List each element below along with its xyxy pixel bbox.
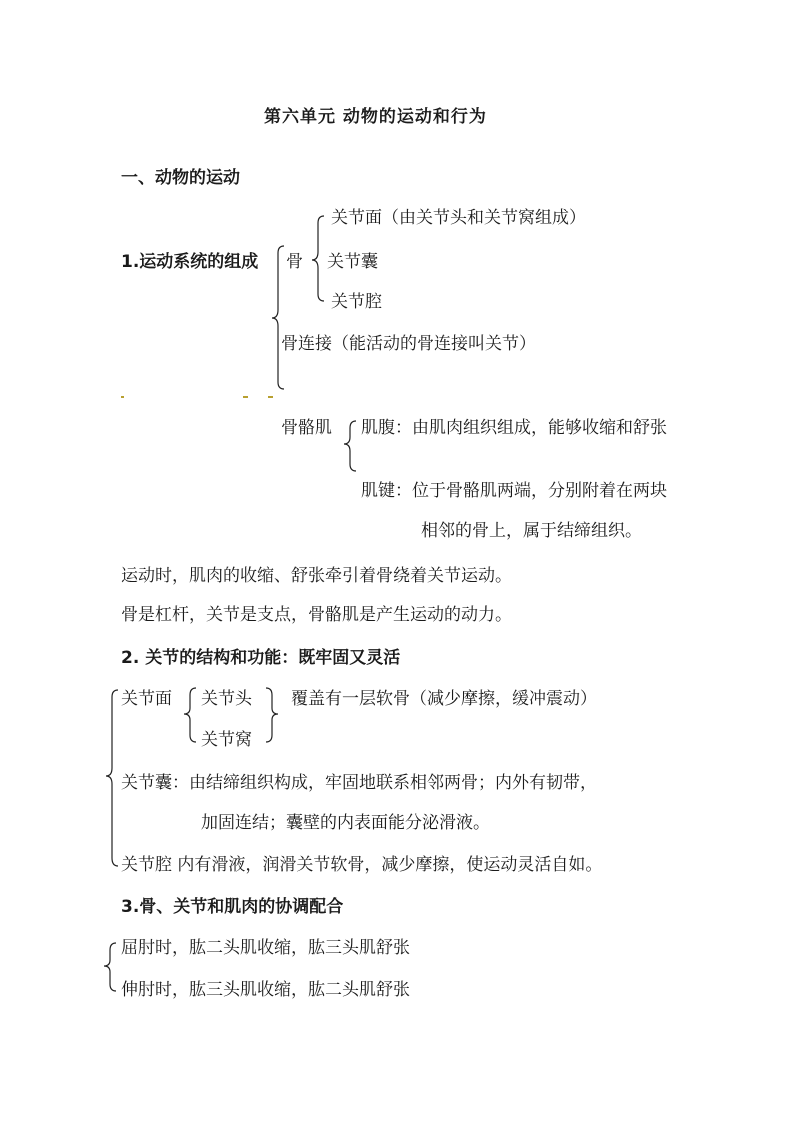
joint-surface-item: 关节面（由关节头和关节窝组成） bbox=[331, 208, 586, 228]
brace-system bbox=[272, 246, 284, 389]
bone-connection-label: 骨连接（能活动的骨连接叫关节） bbox=[281, 334, 536, 354]
tendon-text-2: 相邻的骨上，属于结缔组织。 bbox=[421, 521, 642, 541]
joint-cavity-text: 关节腔 内有滑液，润滑关节软骨，减少摩擦，使运动灵活自如。 bbox=[121, 855, 603, 875]
joint-capsule-text-1: 关节囊：由结缔组织构成，牢固地联系相邻两骨；内外有韧带， bbox=[121, 773, 597, 793]
brace-coordination bbox=[104, 943, 116, 991]
joint-capsule-text-2: 加固连结；囊壁的内表面能分泌滑液。 bbox=[201, 813, 490, 833]
joint-cavity-item: 关节腔 bbox=[331, 292, 382, 312]
skeletal-muscle-label: 骨骼肌 bbox=[281, 418, 332, 438]
brace-joint-surface bbox=[184, 688, 196, 742]
bone-label: 骨 bbox=[286, 252, 303, 272]
joint-surface-label: 关节面 bbox=[121, 689, 172, 709]
cartilage-text: 覆盖有一层软骨（减少摩擦，缓冲震动） bbox=[291, 689, 597, 709]
flexion-text: 屈肘时，肱二头肌收缩，肱三头肌舒张 bbox=[121, 938, 410, 958]
joint-capsule-item: 关节囊 bbox=[327, 252, 378, 272]
section-heading-1: 一、动物的运动 bbox=[121, 168, 240, 188]
joint-head-label: 关节头 bbox=[201, 689, 252, 709]
page-title: 第六单元 动物的运动和行为 bbox=[264, 107, 487, 127]
system-label: 1.运动系统的组成 bbox=[121, 252, 259, 272]
section-heading-3: 3.骨、关节和肌肉的协调配合 bbox=[121, 897, 344, 917]
tendon-text-1: 肌键：位于骨骼肌两端，分别附着在两块 bbox=[361, 481, 667, 501]
brace-bone bbox=[312, 216, 324, 301]
section-heading-2: 2. 关节的结构和功能：既牢固又灵活 bbox=[121, 648, 401, 668]
muscle-belly-text: 肌腹：由肌肉组织组成，能够收缩和舒张 bbox=[361, 418, 667, 438]
joint-socket-label: 关节窝 bbox=[201, 730, 252, 750]
extension-text: 伸肘时，肱三头肌收缩，肱二头肌舒张 bbox=[121, 980, 410, 1000]
brace-joint bbox=[106, 690, 118, 866]
paragraph-1: 运动时，肌肉的收缩、舒张牵引着骨绕着关节运动。 bbox=[121, 566, 512, 586]
brace-muscle bbox=[344, 421, 356, 471]
paragraph-2: 骨是杠杆，关节是支点，骨骼肌是产生运动的动力。 bbox=[121, 605, 512, 625]
brace-joint-surface-right bbox=[266, 688, 278, 742]
